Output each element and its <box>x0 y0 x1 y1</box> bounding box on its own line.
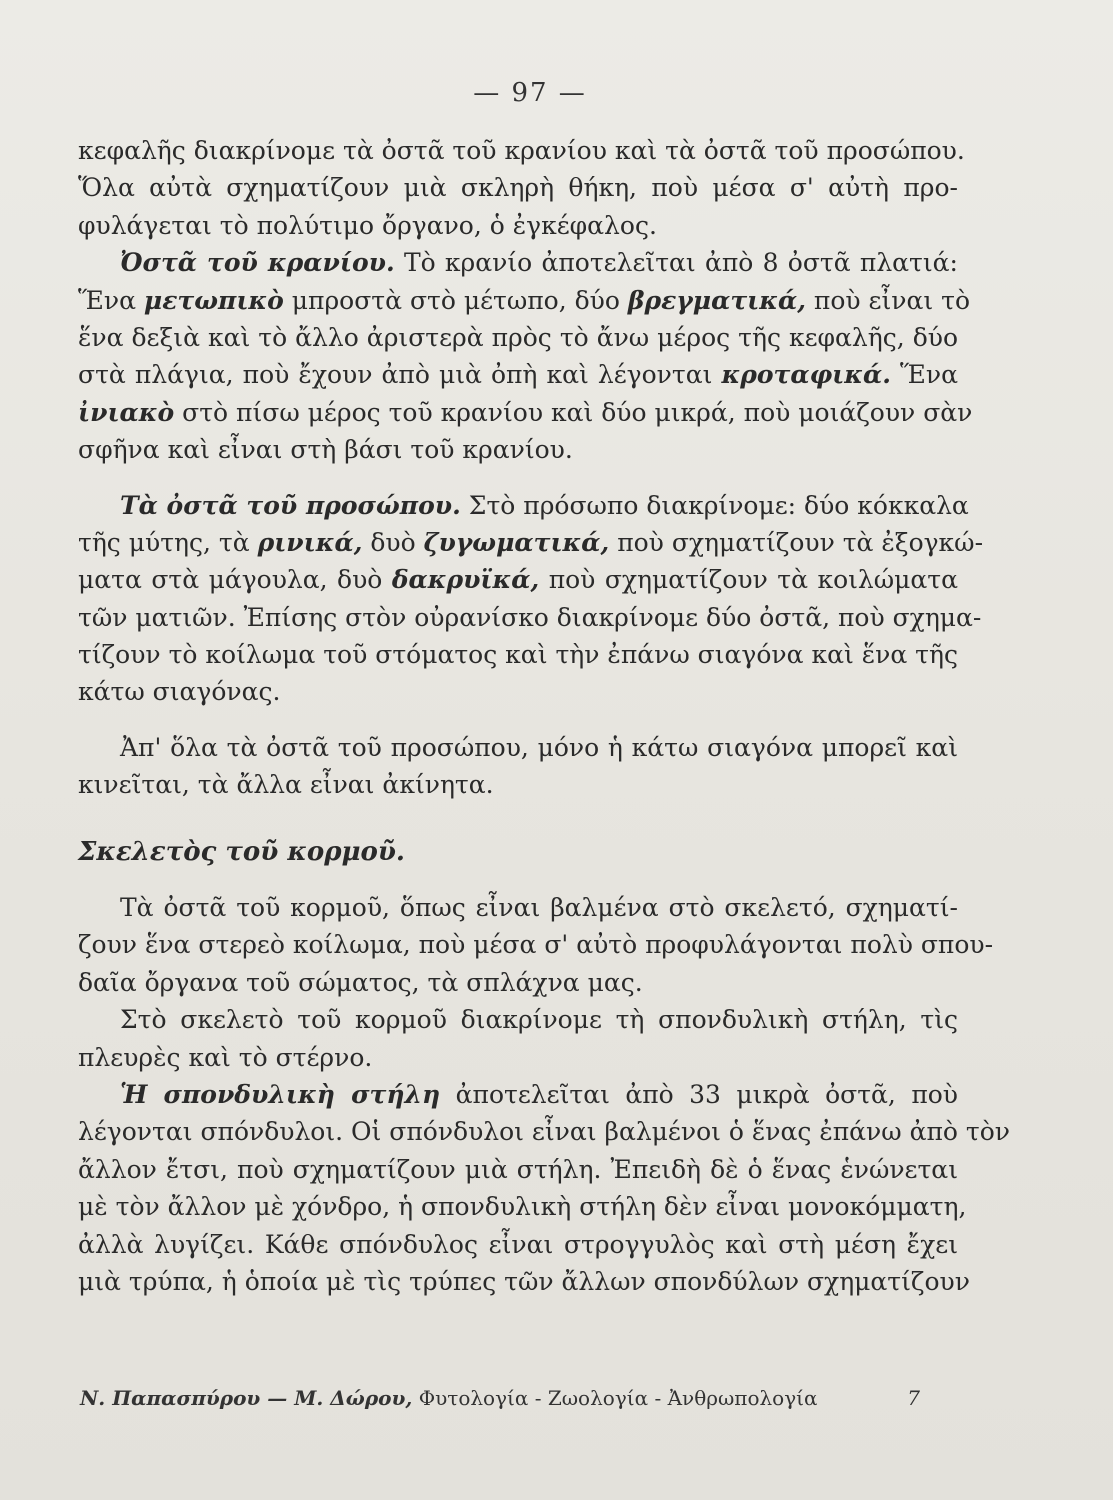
footer-book-title: Φυτολογία - Ζωολογία - Ἀνθρωπολογία <box>412 1386 818 1410</box>
section-crania-line <box>78 244 958 281</box>
text-run: ἀποτελεῖται ἀπὸ 33 μικρὰ ὀστᾶ, ποὺ <box>440 1079 958 1109</box>
section-heading-trunk: Σκελετὸς τοῦ κορμοῦ. <box>78 836 405 867</box>
text-line: Ὅλα αὐτὰ σχηματίζουν μιὰ σκληρὴ θήκη, ποὺ μέσα σ' αὐτὴ προ- <box>78 173 958 203</box>
text-line: τίζουν τὸ κοίλωμα τοῦ στόματος καὶ τὴν ἐπάνω σιαγόνα καὶ ἕνα τῆς <box>78 640 958 670</box>
text-line: φυλάγεται τὸ πολύτιμο ὄργανο, ὁ ἐγκέφαλος. <box>78 210 657 240</box>
footer-authors: Ν. Παπασπύρου — Μ. Δώρου, <box>80 1386 413 1410</box>
text-line: σφῆνα καὶ εἶναι στὴ βάσι τοῦ κρανίου. <box>78 435 573 465</box>
text-run: μπροστὰ στὸ μέτωπο, δύο <box>283 285 628 315</box>
text-run: στὸ πίσω μέρος τοῦ κρανίου καὶ δύο μικρά, ποὺ μοιάζουν σὰν <box>174 397 973 427</box>
text-line <box>78 282 970 319</box>
text-line: κινεῖται, τὰ ἄλλα εἶναι ἀκίνητα. <box>78 770 494 800</box>
text-run: Ἕνα <box>890 360 958 390</box>
section-heading-face: Τὰ ὀστᾶ τοῦ προσώπου. <box>120 490 461 520</box>
term-zygomatika: ζυγωματικά, <box>423 527 610 557</box>
term-rinika: ρινικά, <box>257 527 363 557</box>
text-line: μὲ τὸν ἄλλον μὲ χόνδρο, ἡ σπονδυλικὴ στήλη δὲν εἶναι μονοκόμματη, <box>78 1192 967 1222</box>
text-run: Τὸ κρανίο ἀποτελεῖται ἀπὸ 8 ὀστᾶ πλατιά: <box>394 248 958 278</box>
text-run: στὰ πλάγια, ποὺ ἔχουν ἀπὸ μιὰ ὀπὴ καὶ λέγονται <box>78 360 722 390</box>
text-run: δυὸ <box>362 527 424 557</box>
page-footer <box>80 1386 920 1410</box>
signature-mark: 7 <box>907 1386 920 1410</box>
body-text <box>78 132 1010 1300</box>
page-number: — 97 — <box>473 78 587 108</box>
term-krotafika: κροταφικά. <box>721 360 891 390</box>
text-line: λέγονται σπόνδυλοι. Οἱ σπόνδυλοι εἶναι βαλμένοι ὁ ἕνας ἐπάνω ἀπὸ τὸν <box>78 1117 1010 1147</box>
text-run: Ἕνα <box>78 285 144 315</box>
section-heading-spine: Ἡ σπονδυλικὴ στήλη <box>120 1079 441 1109</box>
text-line: ἀλλὰ λυγίζει. Κάθε σπόνδυλος εἶναι στρογγυλὸς καὶ στὴ μέση ἔχει <box>78 1229 958 1259</box>
text-line: ζουν ἕνα στερεὸ κοίλωμα, ποὺ μέσα σ' αὐτὸ προφυλάγονται πολὺ σπου- <box>78 930 994 960</box>
text-line: μιὰ τρύπα, ἡ ὁποία μὲ τὶς τρύπες τῶν ἄλλων σπονδύλων σχηματίζουν <box>78 1266 970 1296</box>
text-run: ποὺ εἶναι τὸ <box>805 285 970 315</box>
text-line: κεφαλῆς διακρίνομε τὰ ὀστᾶ τοῦ κρανίου καὶ τὰ ὀστᾶ τοῦ προσώπου. <box>78 136 965 165</box>
text-run: Στὸ πρόσωπο διακρίνομε: δύο κόκκαλα <box>460 490 969 520</box>
text-run: ποὺ σχηματίζουν τὰ κοιλώματα <box>539 565 959 595</box>
text-line: τῶν ματιῶν. Ἐπίσης στὸν οὐρανίσκο διακρίνομε δύο ὀστᾶ, ποὺ σχημα- <box>78 602 982 632</box>
text-line: Ἀπ' ὅλα τὰ ὀστᾶ τοῦ προσώπου, μόνο ἡ κάτω σιαγόνα μπορεῖ καὶ <box>120 732 958 762</box>
text-line: δαῖα ὄργανα τοῦ σώματος, τὰ σπλάχνα μας. <box>78 967 643 997</box>
text-run: ματα στὰ μάγουλα, δυὸ <box>78 565 392 595</box>
text-line: Τὰ ὀστᾶ τοῦ κορμοῦ, ὅπως εἶναι βαλμένα στὸ σκελετό, σχηματί- <box>120 893 958 923</box>
text-line: κάτω σιαγόνας. <box>78 677 281 707</box>
section-face-line <box>78 487 969 524</box>
term-dakryika: δακρυϊκά, <box>391 565 540 595</box>
text-line <box>78 356 958 393</box>
term-metopiko: μετωπικὸ <box>143 285 284 315</box>
section-heading-cranium: Ὀστᾶ τοῦ κρανίου. <box>120 248 395 278</box>
text-line: ἄλλον ἔτσι, ποὺ σχηματίζουν μιὰ στήλη. Ἐπειδὴ δὲ ὁ ἕνας ἑνώνεται <box>78 1154 958 1184</box>
term-iniako: ἰνιακὸ <box>78 397 175 427</box>
text-line: πλευρὲς καὶ τὸ στέρνο. <box>78 1042 373 1072</box>
text-line: Στὸ σκελετὸ τοῦ κορμοῦ διακρίνομε τὴ σπονδυλικὴ στήλη, τὶς <box>120 1005 958 1035</box>
text-run: ποὺ σχηματίζουν τὰ ἐξογκώ- <box>609 527 984 557</box>
text-line: ἕνα δεξιὰ καὶ τὸ ἄλλο ἀριστερὰ πρὸς τὸ ἄνω μέρος τῆς κεφαλῆς, δύο <box>78 322 958 352</box>
text-run: τῆς μύτης, τὰ <box>78 527 258 557</box>
text-line <box>78 561 958 598</box>
term-vregmatika: βρεγματικά, <box>627 285 806 315</box>
text-line <box>78 394 973 431</box>
section-spine-line <box>78 1076 958 1113</box>
text-line <box>78 524 984 561</box>
